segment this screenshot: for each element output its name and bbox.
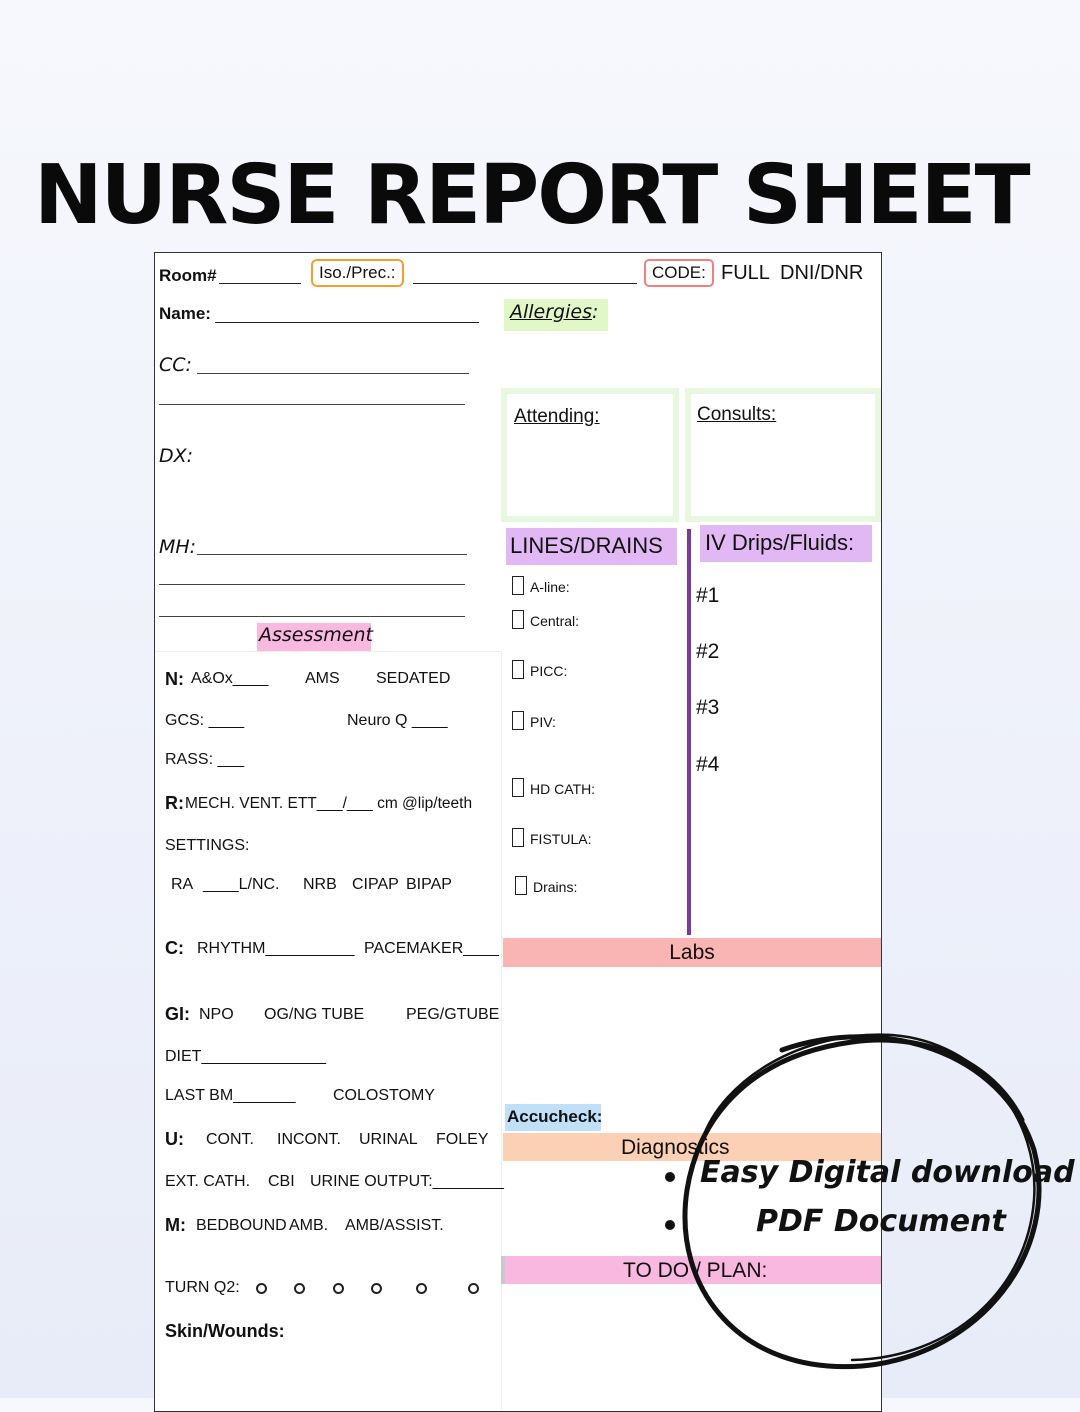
- iv-item-4[interactable]: #4: [696, 753, 720, 776]
- labs-bar: [503, 938, 881, 967]
- code-full-option[interactable]: FULL: [721, 262, 770, 284]
- allergies-colon: :: [591, 301, 599, 323]
- pacemaker-field[interactable]: PACEMAKER____: [364, 940, 499, 957]
- turn-circle-2[interactable]: [294, 1283, 305, 1294]
- lines-drains-label: LINES/DRAINS: [510, 533, 663, 558]
- mh-field-3[interactable]: [159, 616, 465, 617]
- turn-circle-6[interactable]: [468, 1283, 479, 1294]
- iso-prec-tag: [311, 259, 404, 287]
- stamp-line-2: PDF Document: [756, 1204, 1006, 1239]
- assessment-label: Assessment: [259, 624, 373, 646]
- stamp-circle-icon: [662, 1020, 1052, 1380]
- iv-divider: [687, 529, 691, 935]
- cc-label: CC:: [159, 354, 192, 376]
- mech-vent-field[interactable]: MECH. VENT. ETT___/___ cm @lip/teeth: [185, 795, 473, 812]
- attending-label: Attending:: [514, 406, 600, 427]
- colostomy-option[interactable]: COLOSTOMY: [333, 1087, 435, 1104]
- download-stamp: [662, 1020, 1075, 1380]
- iv-item-3[interactable]: #3: [696, 696, 720, 719]
- code-label: CODE:: [652, 263, 706, 282]
- amb-option[interactable]: AMB.: [289, 1217, 329, 1234]
- neuro-key: N:: [165, 669, 184, 689]
- iso-prec-field[interactable]: [413, 283, 637, 284]
- labs-label: Labs: [669, 941, 715, 964]
- line-item-hd-cath[interactable]: HD CATH:: [512, 778, 595, 797]
- mobility-key: M:: [165, 1215, 186, 1235]
- assessment-box: [155, 651, 502, 1411]
- skin-wounds-label: Skin/Wounds:: [165, 1321, 285, 1341]
- bedbound-option[interactable]: BEDBOUND: [196, 1217, 287, 1234]
- iso-prec-label: Iso./Prec.:: [319, 263, 396, 282]
- line-item-drains[interactable]: Drains:: [515, 876, 577, 895]
- bullet-2: [665, 1220, 675, 1230]
- allergies-tag: [504, 299, 608, 331]
- mh-label: MH:: [159, 536, 197, 558]
- iv-drips-tag: [700, 525, 872, 562]
- uro-key: U:: [165, 1129, 184, 1149]
- peg-option[interactable]: PEG/GTUBE: [406, 1006, 500, 1023]
- code-dni-option[interactable]: DNI/DNR: [780, 262, 864, 284]
- consults-box: [685, 388, 881, 522]
- line-item-fistula[interactable]: FISTULA:: [512, 828, 591, 847]
- line-item-picc[interactable]: PICC:: [512, 660, 567, 679]
- rhythm-field[interactable]: RHYTHM__________: [197, 940, 355, 957]
- attending-box: [501, 388, 679, 522]
- line-item-aline[interactable]: A-line:: [512, 576, 570, 595]
- line-item-central[interactable]: Central:: [512, 610, 579, 629]
- central-checkbox[interactable]: [512, 610, 524, 629]
- mh-field[interactable]: [197, 554, 467, 555]
- room-label: Room#: [159, 266, 217, 285]
- cont-option[interactable]: CONT.: [206, 1131, 254, 1148]
- stamp-line-1: Easy Digital download: [700, 1155, 1075, 1190]
- cbi-option[interactable]: CBI: [268, 1173, 295, 1190]
- turn-circle-3[interactable]: [333, 1283, 344, 1294]
- aline-checkbox[interactable]: [512, 576, 524, 595]
- fistula-checkbox[interactable]: [512, 828, 524, 847]
- assessment-tag: [257, 623, 371, 651]
- cardiac-key: C:: [165, 938, 184, 958]
- aox-field[interactable]: A&Ox____: [191, 670, 269, 687]
- gcs-field[interactable]: GCS: ____: [165, 712, 245, 729]
- npo-option[interactable]: NPO: [199, 1006, 234, 1023]
- cc-field[interactable]: [197, 373, 469, 374]
- sedated-option[interactable]: SEDATED: [376, 670, 451, 687]
- last-bm-field[interactable]: LAST BM_______: [165, 1087, 296, 1104]
- ams-option[interactable]: AMS: [305, 670, 340, 687]
- room-field[interactable]: [219, 283, 301, 284]
- bipap-option[interactable]: BIPAP: [406, 876, 452, 893]
- gi-key: GI:: [165, 1004, 190, 1024]
- lnc-field[interactable]: ____L/NC.: [203, 876, 280, 893]
- settings-label: SETTINGS:: [165, 837, 250, 854]
- lines-drains-tag: [506, 528, 677, 565]
- resp-key: R:: [165, 793, 184, 813]
- diagnostics-label: Diagnostics: [621, 1136, 730, 1159]
- dx-label: DX:: [159, 445, 194, 467]
- turn-circle-4[interactable]: [371, 1283, 382, 1294]
- accucheck-label: Accucheck:: [507, 1107, 603, 1126]
- name-field[interactable]: [215, 322, 479, 323]
- cipap-option[interactable]: CIPAP: [352, 876, 399, 893]
- accucheck-tag: [505, 1104, 601, 1131]
- consults-label: Consults:: [697, 404, 777, 425]
- iv-drips-label: IV Drips/Fluids:: [705, 530, 855, 555]
- amb-assist-option[interactable]: AMB/ASSIST.: [345, 1217, 444, 1234]
- neuro-q-field[interactable]: Neuro Q ____: [347, 712, 448, 729]
- todo-label: TO DO / PLAN:: [623, 1259, 768, 1282]
- name-label: Name:: [159, 304, 211, 323]
- piv-checkbox[interactable]: [512, 711, 524, 730]
- mh-field-2[interactable]: [159, 584, 465, 585]
- ext-cath-option[interactable]: EXT. CATH.: [165, 1173, 251, 1190]
- diet-field[interactable]: DIET______________: [165, 1048, 327, 1065]
- drains-checkbox[interactable]: [515, 876, 527, 895]
- foley-option[interactable]: FOLEY: [436, 1131, 489, 1148]
- ogng-option[interactable]: OG/NG TUBE: [264, 1006, 365, 1023]
- picc-checkbox[interactable]: [512, 660, 524, 679]
- urinal-option[interactable]: URINAL: [359, 1131, 418, 1148]
- bullet-1: [665, 1172, 675, 1182]
- incont-option[interactable]: INCONT.: [277, 1131, 341, 1148]
- turn-circle-1[interactable]: [256, 1283, 267, 1294]
- turn-circle-5[interactable]: [416, 1283, 427, 1294]
- iv-item-2[interactable]: #2: [696, 640, 720, 663]
- cc-field-2[interactable]: [159, 404, 465, 405]
- iv-item-1[interactable]: #1: [696, 584, 720, 607]
- nrb-option[interactable]: NRB: [303, 876, 337, 893]
- line-item-piv[interactable]: PIV:: [512, 711, 556, 730]
- page-title: NURSE REPORT SHEET: [34, 148, 1029, 243]
- hd-cath-checkbox[interactable]: [512, 778, 524, 797]
- rass-field[interactable]: RASS: ___: [165, 751, 245, 768]
- turn-q2-label: TURN Q2:: [165, 1279, 240, 1296]
- urine-output-field[interactable]: URINE OUTPUT:________: [310, 1173, 504, 1190]
- code-tag: [644, 259, 714, 287]
- allergies-label: Allergies: [510, 301, 592, 323]
- ra-option[interactable]: RA: [171, 876, 194, 893]
